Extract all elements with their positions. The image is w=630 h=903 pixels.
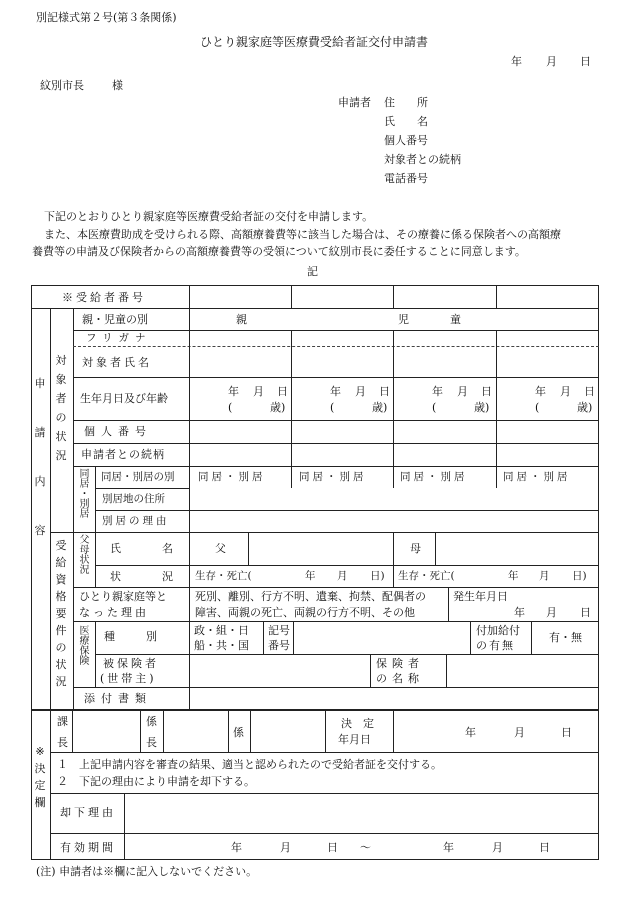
father-status-year: 年 [305,570,316,582]
mother-status-month: 月 [539,570,550,582]
bd1-age-open: ( [228,401,233,414]
bd3-age-open: ( [432,401,437,414]
attachments-label: 添付書類 [84,692,152,705]
section-chief-2: 長 [57,736,68,749]
validity-to-year: 年 [443,841,454,854]
bd1-age: 歳) [270,401,286,414]
bd2-day: 日 [379,385,390,398]
symbol-no-2: 番号 [268,639,290,652]
bd1-year: 年 [228,385,239,398]
insurance-types-2: 船・共・国 [194,639,249,652]
father-label: 父 [215,542,226,555]
applicant-address-label: 住 所 [384,96,428,109]
reason-label-1: ひとり親家庭等と [79,590,167,603]
occurrence-date-label: 発生年月日 [453,590,508,603]
vertical-qualification-label: 受 給 資 格 要 件 の 状 況 [55,539,67,688]
parent-name-label: 氏 名 [110,542,175,555]
header-month: 月 [546,55,557,68]
staff-label: 係 [233,726,244,739]
parent-header: 親 [236,313,247,326]
bd1-month: 月 [253,385,264,398]
insurance-kind-label: 種 別 [104,630,160,643]
bd4-age: 歳) [577,401,593,414]
father-alive-dead: 生存・死亡( [195,570,252,582]
decision-day: 日 [561,726,572,739]
section-chief-1: 課 [57,715,68,728]
parent-child-label: 親・児童の別 [82,313,148,326]
live-option-1: 同居・別居 [198,471,266,483]
vertical-application-label: 申 請 内 容 [34,377,46,537]
bd3-year: 年 [432,385,443,398]
vertical-parent-status-label: 父 母 状 況 [79,535,90,576]
decision-item-2: ２ 下記の理由により申請を却下する。 [57,775,255,788]
subsection-1: 係 [146,715,157,728]
father-status-day: 日) [370,570,385,582]
insured-label-2: (世帯主) [100,672,157,685]
bd4-year: 年 [535,385,546,398]
live-option-2: 同居・別居 [299,471,367,483]
body-paragraph-2a: また、本医療費助成を受けられる際、高額療養費等に該当した場合は、その療養に係る保険者への高額療 [44,228,561,241]
occurrence-month: 月 [546,606,557,619]
child-header: 児 童 [398,313,463,326]
bd4-month: 月 [560,385,571,398]
father-status-month: 月 [337,570,348,582]
live-option-4: 同居・別居 [503,471,571,483]
applicant-phone-label: 電話番号 [384,172,428,185]
live-kind-label: 同居・別居の別 [101,471,175,483]
subsection-2: 長 [146,736,157,749]
mother-label: 母 [410,542,421,555]
live-reason-label: 別居の理由 [102,515,170,527]
decision-month: 月 [514,726,525,739]
live-address-label: 別居地の住所 [102,493,165,505]
applicant-name-label: 氏 名 [384,115,428,128]
applicant-label: 申請者 [338,96,371,109]
bd3-age: 歳) [474,401,490,414]
bd3-day: 日 [481,385,492,398]
vertical-target-status-label: 対 象 者 の 状 況 [55,354,67,462]
insurer-label-1: 保険者 [376,657,424,670]
applicant-personal-no-label: 個人番号 [384,134,428,147]
validity-tilde: ～ [360,841,371,854]
form-number: 別記様式第２号(第３条関係) [36,11,177,24]
bd2-month: 月 [355,385,366,398]
bd3-month: 月 [457,385,468,398]
decision-item-1: １ 上記申請内容を審査の結果、適当と認められたので受給者証を交付する。 [57,758,442,771]
bd2-age-open: ( [330,401,335,414]
symbol-no-1: 記号 [268,624,290,637]
furigana-label: フリガナ [86,332,152,344]
bd4-day: 日 [584,385,595,398]
insurer-label-2: の名称 [376,672,424,685]
additional-benefit-2: の有無 [476,639,515,652]
occurrence-year: 年 [514,606,525,619]
validity-from-year: 年 [231,841,242,854]
insurance-types-1: 政・組・日 [194,624,249,637]
header-day: 日 [580,55,591,68]
body-paragraph-1: 下記のとおりひとり親家庭等医療費受給者証の交付を申請します。 [44,210,374,223]
parent-status-label: 状 況 [110,570,175,583]
page-title: ひとり親家庭等医療費受給者証交付申請書 [200,35,429,49]
validity-to-day: 日 [539,841,550,854]
ki-heading: 記 [307,265,318,278]
header-year: 年 [511,55,522,68]
mother-status-day: 日) [572,570,587,582]
relation-label: 申請者との続柄 [81,448,165,461]
reject-reason-label: 却下理由 [60,806,116,819]
yes-no: 有・無 [549,631,582,644]
reason-text-1: 死別、離別、行方不明、遺棄、拘禁、配偶者の [195,590,426,603]
validity-label: 有効期間 [60,841,116,854]
mother-status-year: 年 [508,570,519,582]
decision-year: 年 [465,726,476,739]
validity-from-month: 月 [280,841,291,854]
target-name-label: 対象者氏名 [82,356,152,369]
body-paragraph-2b: 養費等の申請及び保険者からの高額療養費等の受領について紋別市長に委任することに同意します。 [32,245,526,258]
additional-benefit-1: 付加給付 [476,624,520,637]
applicant-relation-label: 対象者との続柄 [384,153,461,166]
birthdate-label: 生年月日及び年齢 [80,392,168,405]
reason-label-2: なった理由 [79,606,149,619]
addressee: 紋別市長 [40,79,84,92]
bd2-age: 歳) [372,401,388,414]
decision-date-label-2: 年月日 [338,733,371,746]
footer-note: (注) 申請者は※欄に記入しないでください。 [36,865,258,878]
bd2-year: 年 [330,385,341,398]
live-option-3: 同居・別居 [400,471,468,483]
decision-date-label-1: 決 定 [341,717,374,730]
vertical-decision-label: ※ 決 定 欄 [34,745,46,809]
occurrence-day: 日 [580,606,591,619]
bd4-age-open: ( [535,401,540,414]
reason-text-2: 障害、両親の死亡、両親の行方不明、その他 [195,606,415,619]
insured-label-1: 被保険者 [103,657,159,670]
validity-from-day: 日 [327,841,338,854]
vertical-medical-label: 医 療 保 険 [79,626,90,667]
honorific: 様 [112,79,123,92]
recipient-number-label: ※受給者番号 [62,291,146,304]
vertical-live-label: 同 居 ・ 別 居 [79,469,90,520]
mother-alive-dead: 生存・死亡( [398,570,455,582]
bd1-day: 日 [277,385,288,398]
personal-no-label: 個人番号 [84,425,152,438]
validity-to-month: 月 [492,841,503,854]
